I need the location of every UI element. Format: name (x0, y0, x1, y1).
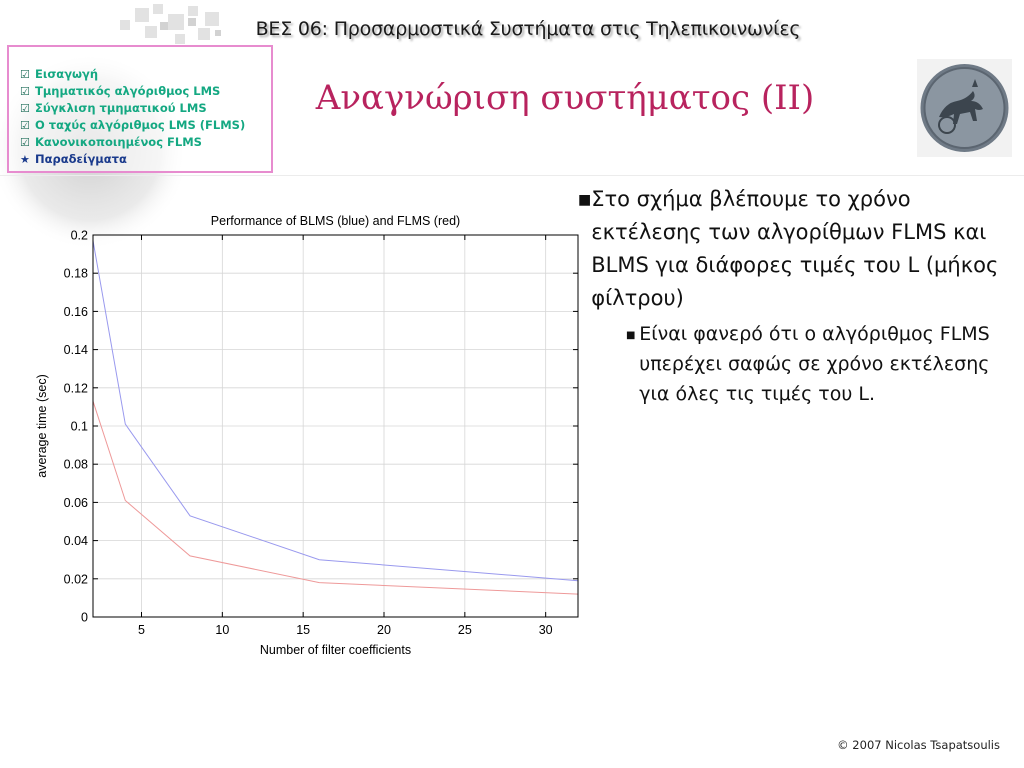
checkbox-checked-icon: ☑ (20, 68, 30, 81)
toc-item-label: Κανονικοποιημένος FLMS (35, 135, 202, 149)
chart-x-axis-label: Number of filter coefficients (259, 643, 412, 657)
bullet-main (578, 183, 1008, 315)
bullet-sub-text: Είναι φανερό ότι ο αλγόριθμος FLMS υπερέχει σαφώς σε χρόνο εκτέλεσης για όλες τις τιμές του L. (639, 323, 990, 405)
toc-item-intro[interactable] (20, 66, 271, 83)
toc-item-normalized-flms[interactable] (20, 134, 271, 151)
chart-x-tick-label: 25 (457, 623, 472, 637)
chart-y-tick-label: 0.16 (63, 304, 88, 319)
chart-x-tick-label: 20 (377, 623, 391, 637)
bullet-main-text: Στο σχήμα βλέπουμε το χρόνο εκτέλεσης των αλγορίθμων FLMS και BLMS για διάφορες τιμές του L (μήκος φίλτρου) (591, 187, 999, 310)
toc-item-label: Τμηματικός αλγόριθμος LMS (35, 84, 221, 98)
toc-item-block-lms[interactable] (20, 83, 271, 100)
content-bullets (578, 183, 1008, 409)
star-icon: ★ (20, 153, 30, 166)
chart-y-tick-label: 0.08 (63, 457, 88, 472)
checkbox-checked-icon: ☑ (20, 136, 30, 149)
bullet-square-icon: ■ (578, 192, 592, 208)
toc-item-label: Εισαγωγή (35, 67, 99, 81)
chart-y-tick-label: 0.04 (63, 534, 88, 549)
performance-chart (25, 205, 590, 665)
toc-item-convergence[interactable] (20, 100, 271, 117)
slide-title: Αναγνώριση συστήματος (ΙΙ) (315, 78, 815, 118)
toc-item-flms[interactable] (20, 117, 271, 134)
checkbox-checked-icon: ☑ (20, 119, 30, 132)
chart-y-tick-label: 0.12 (63, 381, 88, 396)
toc-item-label: Σύγκλιση τμηματικού LMS (35, 101, 207, 115)
bullet-small-square-icon: ■ (626, 330, 636, 341)
chart-x-tick-label: 10 (215, 623, 230, 637)
course-title: ΒΕΣ 06: Προσαρμοστικά Συστήματα στις Τηλεπικοινωνίες (255, 18, 801, 40)
chart-x-tick-label: 5 (138, 623, 145, 637)
chart-y-tick-label: 0.02 (63, 572, 88, 587)
series-line-flms (93, 401, 578, 594)
chart-y-tick-label: 0.14 (63, 343, 88, 358)
chart-title: Performance of BLMS (blue) and FLMS (red) (210, 214, 461, 228)
bullet-sub (578, 319, 1008, 409)
chart-y-tick-label: 0.1 (70, 419, 88, 434)
toc-item-examples[interactable] (20, 151, 271, 168)
chart-x-tick-label: 30 (538, 623, 553, 637)
chart-y-tick-label: 0.06 (63, 495, 88, 510)
chart-y-tick-label: 0 (81, 610, 88, 625)
toc-panel (7, 45, 273, 173)
series-line-blms (93, 241, 578, 581)
checkbox-checked-icon: ☑ (20, 85, 30, 98)
chart-x-tick-label: 15 (296, 623, 311, 637)
chart-y-axis-label: average time (sec) (35, 374, 49, 478)
coin-logo (917, 59, 1012, 157)
checkbox-checked-icon: ☑ (20, 102, 30, 115)
chart-y-tick-label: 0.18 (63, 266, 88, 281)
copyright-footer: © 2007 Nicolas Tsapatsoulis (837, 738, 1000, 752)
toc-item-label: Ο ταχύς αλγόριθμος LMS (FLMS) (35, 118, 246, 132)
chart-y-tick-label: 0.2 (70, 228, 88, 243)
toc-item-label: Παραδείγματα (35, 152, 127, 166)
header-divider (0, 175, 1024, 176)
